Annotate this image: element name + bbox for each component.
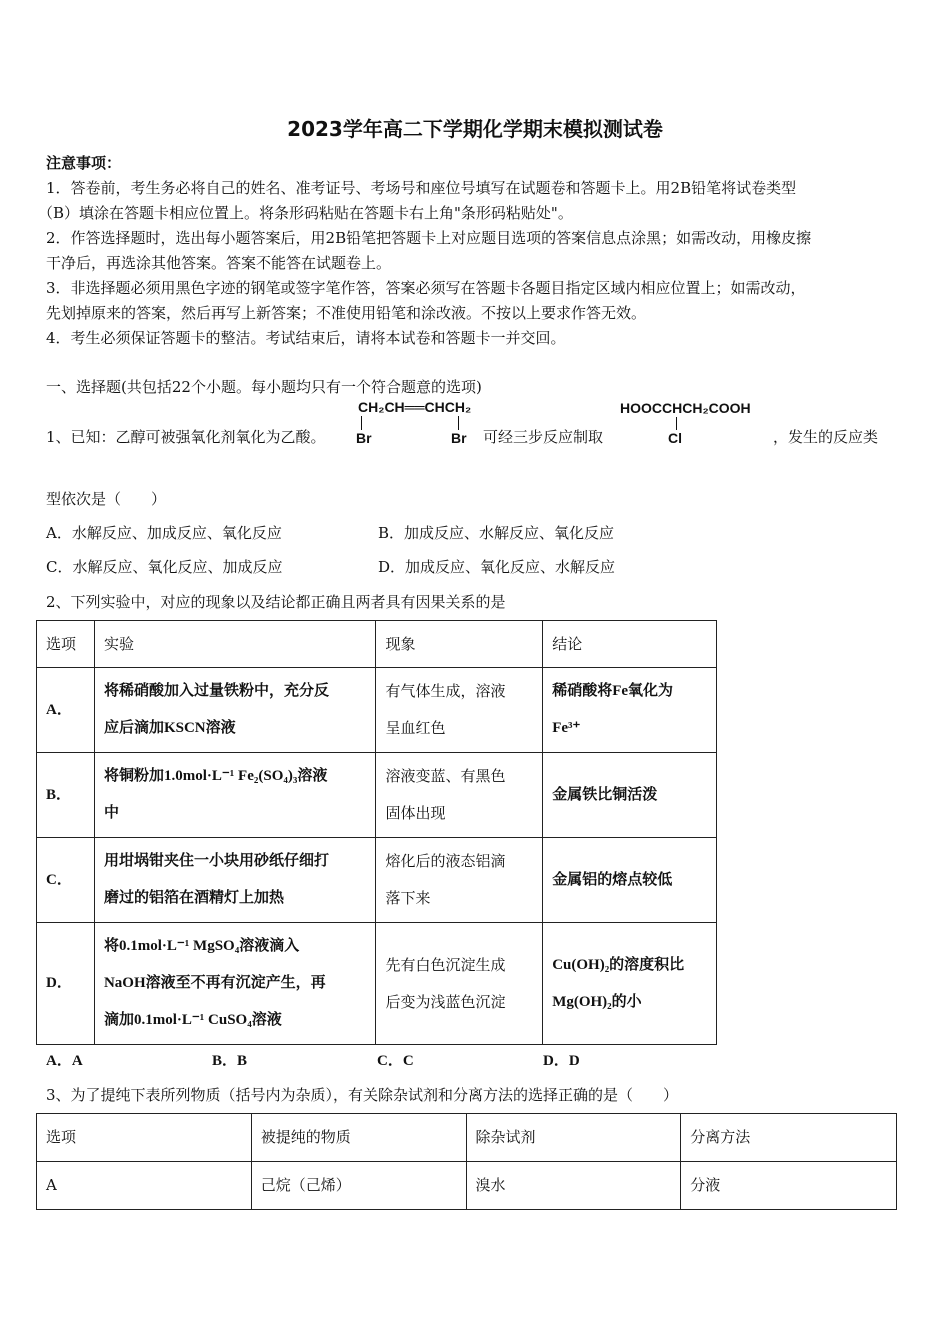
notice-line: 干净后，再选涂其他答案。答案不能答在试题卷上。: [46, 254, 392, 272]
cell-line: 稀硝酸将Fe氧化为: [552, 683, 674, 699]
experiment-cell: [94, 838, 376, 923]
q1-option-b: B．加成反应、水解反应、氧化反应: [378, 524, 615, 542]
cell-line: 后变为浅蓝色沉淀: [385, 992, 506, 1011]
q3-table: [36, 1113, 897, 1210]
table-cell: 分液: [681, 1162, 897, 1210]
cell-line: Cu(OH)₂的溶度积比: [552, 956, 685, 973]
notice-line: 1．答卷前，考生务必将自己的姓名、准考证号、考场号和座位号填写在试题卷和答题卡上。用2B铅笔将试卷类型: [46, 179, 797, 197]
q1-formula-reactant: CH₂CH══CHCH₂: [358, 399, 472, 415]
table-header-cell: 分离方法: [681, 1114, 897, 1162]
bromine-label: Br: [451, 430, 467, 446]
cell-line: 中: [103, 805, 119, 821]
cell-line: 溶液变蓝、有黑色: [385, 767, 506, 785]
phenomenon-cell: [376, 753, 543, 838]
cell-line: 将稀硝酸加入过量铁粉中，充分反: [103, 683, 329, 699]
q2-answer-b: B．B: [212, 1053, 248, 1069]
table-header-cell: 被提纯的物质: [251, 1114, 466, 1162]
cell-line: 将0.1mol·L⁻¹ MgSO₄溶液滴入: [103, 938, 300, 954]
table-row: [37, 1162, 897, 1210]
table-row: [37, 838, 717, 923]
q2-stem: 2、下列实验中，对应的现象以及结论都正确且两者具有因果关系的是: [46, 593, 506, 611]
bond-line: [676, 417, 677, 430]
q1-mid: 可经三步反应制取: [483, 428, 604, 446]
cell-line: Mg(OH)₂的小: [552, 993, 642, 1010]
table-row: [37, 668, 717, 753]
cell-line: 用坩埚钳夹住一小块用砂纸仔细打: [103, 853, 329, 869]
bond-line: [458, 416, 459, 430]
table-cell: A: [37, 1162, 252, 1210]
table-header-cell: 选项: [37, 621, 95, 668]
q1-formula-product: HOOCCHCH₂COOH: [620, 400, 751, 416]
cell-line: 滴加0.1mol·L⁻¹ CuSO₄溶液: [103, 1012, 282, 1028]
notice-line: 3．非选择题必须用黑色字迹的钢笔或签字笔作答，答案必须写在答题卡各题目指定区域内相应位置上；如需改动，: [46, 279, 806, 297]
cell-line: 金属铝的熔点较低: [552, 871, 673, 888]
notice-line: 先划掉原来的答案，然后再写上新答案；不准使用铅笔和涂改液。不按以上要求作答无效。: [46, 304, 647, 322]
q1-option-a: A．水解反应、加成反应、氧化反应: [46, 524, 282, 542]
table-header-cell: 实验: [94, 621, 376, 668]
table-header-cell: 结论: [543, 621, 717, 668]
cell-line: 有气体生成，溶液: [385, 682, 506, 700]
bond-line: [361, 416, 362, 430]
table-header-row: [37, 1114, 897, 1162]
cell-line: 先有白色沉淀生成: [385, 955, 506, 974]
option-cell: B．: [37, 753, 95, 838]
table-header-cell: 选项: [37, 1114, 252, 1162]
notice-line: 4．考生必须保证答题卡的整洁。考试结束后，请将本试卷和答题卡一并交回。: [46, 329, 566, 347]
q2-answer-a: A．A: [46, 1053, 83, 1069]
cell-line: 将铜粉加1.0mol·L⁻¹ Fe₂(SO₄)₃溶液: [103, 768, 328, 784]
conclusion-cell: [543, 668, 717, 753]
notice-line: （B）填涂在答题卡相应位置上。将条形码粘贴在答题卡右上角"条形码粘贴处"。: [38, 204, 573, 222]
cell-line: 磨过的铝箔在酒精灯上加热: [103, 890, 284, 906]
chlorine-label: Cl: [668, 430, 682, 446]
q1-option-c: C．水解反应、氧化反应、加成反应: [46, 558, 283, 576]
table-header-row: [37, 621, 717, 668]
phenomenon-cell: [376, 923, 543, 1045]
table-cell: 己烷（己烯）: [251, 1162, 466, 1210]
conclusion-cell: [543, 923, 717, 1045]
option-cell: A．: [37, 668, 95, 753]
notice-line: 2．作答选择题时，选出每小题答案后，用2B铅笔把答题卡上对应题目选项的答案信息点涂黑；如需改动，用橡皮擦: [46, 229, 812, 247]
q1-suffix: ，发生的反应类: [773, 428, 879, 446]
q2-table: [36, 620, 717, 1045]
table-row: [37, 753, 717, 838]
cell-line: 固体出现: [385, 804, 446, 822]
q1-prefix: 1、已知：乙醇可被强氧化剂氧化为乙酸。: [46, 428, 326, 446]
cell-line: 熔化后的液态铝滴: [385, 852, 506, 870]
option-cell: D．: [37, 923, 95, 1045]
q1-option-d: D．加成反应、氧化反应、水解反应: [378, 558, 616, 576]
experiment-cell: [94, 668, 376, 753]
phenomenon-cell: [376, 668, 543, 753]
table-row: [37, 923, 717, 1045]
cell-line: 金属铁比铜活泼: [552, 786, 658, 803]
cell-line: 落下来: [385, 889, 431, 907]
q2-answer-d: D．D: [543, 1053, 580, 1069]
q1-continuation: 型依次是（ ）: [46, 490, 167, 508]
cell-line: Fe³⁺: [552, 720, 581, 736]
cell-line: NaOH溶液至不再有沉淀产生，再: [103, 975, 326, 991]
cell-line: 应后滴加KSCN溶液: [103, 720, 236, 736]
section-heading: 一、选择题(共包括22个小题。每小题均只有一个符合题意的选项): [46, 378, 482, 396]
cell-line: 呈血红色: [385, 719, 446, 737]
q3-stem: 3、为了提纯下表所列物质（括号内为杂质），有关除杂试剂和分离方法的选择正确的是（ ）: [46, 1086, 679, 1104]
conclusion-cell: [543, 753, 717, 838]
conclusion-cell: [543, 838, 717, 923]
table-cell: 溴水: [466, 1162, 681, 1210]
experiment-cell: [94, 753, 376, 838]
phenomenon-cell: [376, 838, 543, 923]
table-header-cell: 除杂试剂: [466, 1114, 681, 1162]
experiment-cell: [94, 923, 376, 1045]
notice-heading: 注意事项：: [46, 154, 122, 172]
table-header-cell: 现象: [376, 621, 543, 668]
q2-answer-c: C．C: [377, 1053, 414, 1069]
option-cell: C．: [37, 838, 95, 923]
bromine-label: Br: [356, 430, 372, 446]
page-title: 2023学年高二下学期化学期末模拟测试卷: [287, 117, 663, 141]
